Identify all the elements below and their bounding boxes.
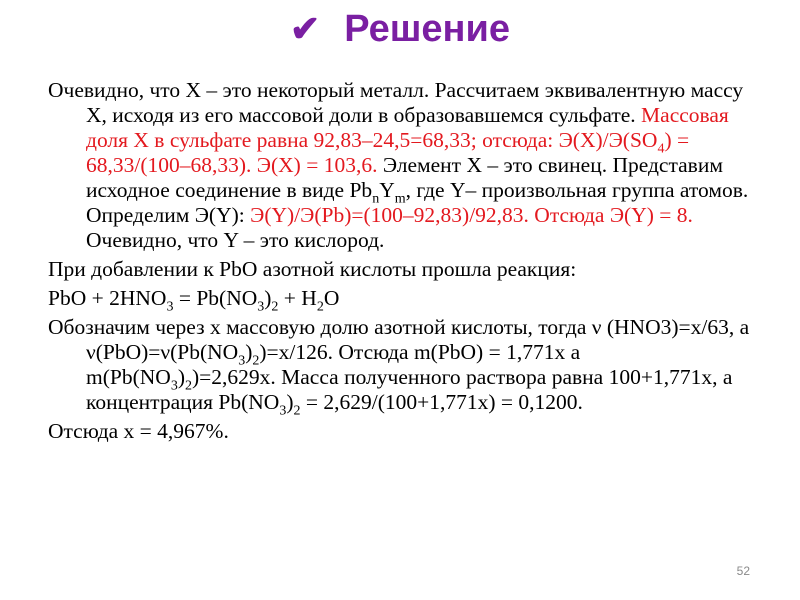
text-run: Обозначим через x массовую долю азотной кислоты, тогда ν (HNO3)=x/63, а ν(PbO)=ν(Pb(NO [48,315,750,364]
highlight-text: Массовая доля X в сульфате равна 92,83–24,5=68,33; отсюда: Э(X)/Э(SO [86,103,729,152]
text-run: )=2,629x. Масса полученного раствора равна 100+1,771x, а концентрация Pb(NO [86,365,733,414]
solution-body [48,78,768,448]
checkmark-icon: ✔ [290,8,321,49]
subscript: 3 [238,353,246,369]
subscript: 2 [252,353,260,369]
text-run: ) [264,286,272,310]
slide-title [0,8,800,51]
paragraph-calculation [48,315,768,419]
text-run: )=x/126. Отсюда m(PbO) = 1,771x а m(Pb(NO [86,340,581,389]
text-run: Y [379,178,395,202]
subscript: 3 [166,299,174,315]
paragraph-reaction-intro: При добавлении к PbO азотной кислоты прошла реакция: [48,257,577,281]
highlight-text: Э(Y)/Э(Pb)=(100–92,83)/92,83. Отсюда Э(Y) = 8. [250,203,693,227]
subscript: 2 [316,299,324,315]
slide-title-text: Решение [344,8,510,50]
subscript: 2 [271,299,279,315]
paragraph-reaction-equation [48,286,768,315]
text-run: = Pb(NO [173,286,258,310]
text-run: = 2,629/(100+1,771x) = 0,1200. [300,390,583,414]
text-run: PbO + 2HNO [48,286,167,310]
page-number: 52 [736,564,750,578]
subscript: 3 [170,378,178,394]
subscript: 3 [279,403,287,419]
subscript: 3 [257,299,265,315]
subscript: 4 [657,141,665,157]
text-run: ) [177,365,185,389]
text-run: O [323,286,340,310]
subscript: 2 [293,403,301,419]
subscript: n [372,191,380,207]
text-run: ) [245,340,253,364]
subscript: m [394,191,406,207]
text-run: ) [286,390,294,414]
text-run: + H [278,286,317,310]
paragraph-answer: Отсюда x = 4,967%. [48,419,229,443]
text-run: Очевидно, что X – это некоторый металл. Рассчитаем эквивалентную массу X, исходя из его массовой доли в образовавшемся сульфате. [48,78,744,127]
text-run: , где Y– произвольная группа атомов. Определим Э(Y): [86,178,749,227]
highlight-text: ) = 68,33/(100–68,33). Э(X) = 103,6. [86,128,690,177]
text-run: Очевидно, что Y – это кислород. [86,228,385,252]
paragraph-metal-identification [48,78,768,253]
text-run: Элемент X – это свинец. Представим исходное соединение в виде Pb [86,153,723,202]
subscript: 2 [184,378,192,394]
